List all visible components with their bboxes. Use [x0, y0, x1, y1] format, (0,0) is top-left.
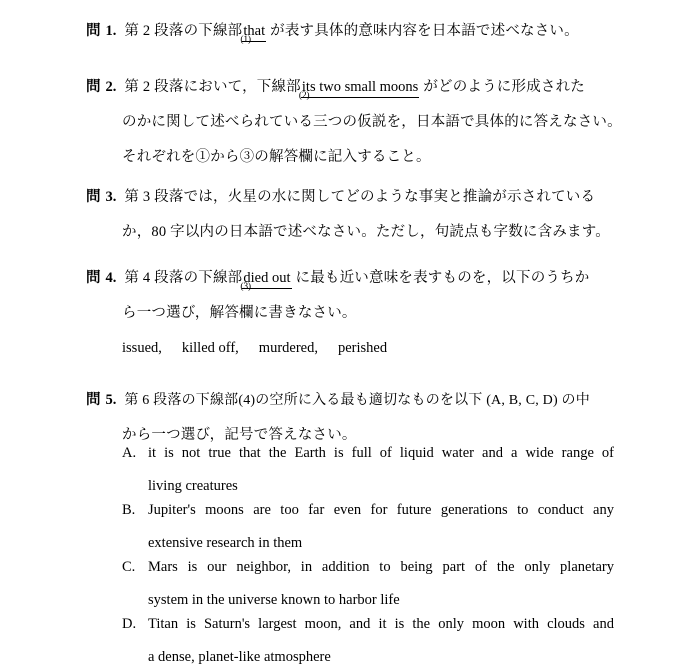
question-2 — [86, 70, 622, 175]
question-1 — [86, 14, 614, 49]
question-marker: 問 — [86, 23, 101, 39]
question-number: 2. — [105, 79, 117, 95]
choice-b-text-line-1: Jupiter's moons are too far even for future generations to conduct any — [148, 502, 614, 518]
question-3-line-2: か，80 字以内の日本語で述べなさい。ただし，句読点も字数に含みます。 — [122, 224, 610, 240]
choice-d-text-line-2: a dense, planet-like atmosphere — [148, 649, 331, 665]
choice-c-text-line-1: Mars is our neighbor, in addition to being part of the only planetary — [148, 559, 614, 575]
question-marker: 問 — [86, 392, 101, 408]
underlined-phrase-3-text: died out — [243, 270, 291, 286]
question-4-text-before: 第 4 段落の下線部 — [124, 270, 243, 286]
choice-d-line-1 — [122, 608, 614, 641]
underlined-phrase-2-text: its two small moons — [301, 79, 419, 95]
underlined-phrase-3 — [240, 270, 291, 292]
question-4-text-after: に最も近い意味を表すものを，以下のうちか — [295, 270, 590, 286]
underlined-phrase-2 — [298, 79, 419, 101]
choice-c-line-1 — [122, 551, 614, 584]
question-4-first-line — [86, 261, 614, 296]
question-4 — [86, 261, 614, 366]
question-marker: 問 — [86, 189, 101, 205]
question-3-line-1: 第 3 段落では，火星の水に関してどのような事実と推論が示されている — [124, 189, 596, 205]
choice-d[interactable] — [122, 608, 614, 666]
question-4-word-options — [122, 331, 614, 366]
underlined-phrase-1-text: that — [243, 23, 266, 39]
choice-b-text-line-2: extensive research in them — [148, 535, 303, 551]
question-3 — [86, 180, 614, 250]
underline-ref-marker-3: (3) — [240, 282, 251, 292]
question-3-first-line — [86, 180, 614, 215]
question-5-line-2: から一つ選び，記号で答えなさい。 — [122, 427, 357, 443]
choice-a-letter: A. — [122, 445, 137, 461]
underline-ref-marker-2: (2) — [298, 91, 310, 101]
word-option-killed-off[interactable]: killed off, — [181, 340, 239, 356]
question-2-first-line — [86, 70, 614, 105]
underlined-phrase-1 — [240, 23, 266, 45]
question-number: 4. — [105, 270, 117, 286]
question-5-line-1: 第 6 段落の下線部(4)の空所に入る最も適切なものを以下 (A, B, C, D) の中 — [124, 393, 590, 408]
question-2-line-2: のかに関して述べられている三つの仮説を，日本語で具体的に答えなさい。 — [122, 114, 622, 130]
choice-c-letter: C. — [122, 559, 136, 575]
choice-a-text-line-2: living creatures — [148, 478, 238, 494]
question-2-text-after: がどのように形成された — [423, 79, 586, 95]
question-4-line-2: ら一つ選び，解答欄に書きなさい。 — [122, 305, 357, 321]
question-1-text-after: が表す具体的意味内容を日本語で述べなさい。 — [270, 23, 579, 39]
choice-c-text-line-2: system in the universe known to harbor life — [148, 592, 400, 608]
question-2-line-3: それぞれを①から③の解答欄に記入すること。 — [122, 149, 431, 165]
question-number: 1. — [105, 23, 117, 39]
choice-b-line-1 — [122, 494, 614, 527]
choice-b-letter: B. — [122, 502, 136, 518]
question-5-first-line — [86, 383, 614, 418]
choice-a-line-1 — [122, 437, 614, 470]
choice-a-text-line-1: it is not true that the Earth is full of liquid water and a wide range of — [148, 445, 614, 461]
question-marker: 問 — [86, 270, 101, 286]
underline-ref-marker-1: (1) — [240, 35, 251, 45]
choice-d-text-line-1: Titan is Saturn's largest moon, and it is the only moon with clouds and — [148, 616, 614, 632]
question-number: 3. — [105, 189, 117, 205]
question-marker: 問 — [86, 79, 101, 95]
word-option-perished[interactable]: perished — [337, 340, 388, 356]
question-1-first-line — [86, 14, 614, 49]
word-option-murdered[interactable]: murdered, — [258, 340, 318, 356]
question-1-text-before: 第 2 段落の下線部 — [124, 23, 243, 39]
word-option-issued[interactable]: issued, — [122, 340, 162, 356]
choice-d-letter: D. — [122, 616, 137, 632]
question-number: 5. — [105, 392, 117, 408]
question-2-text-before: 第 2 段落において，下線部 — [124, 79, 301, 95]
